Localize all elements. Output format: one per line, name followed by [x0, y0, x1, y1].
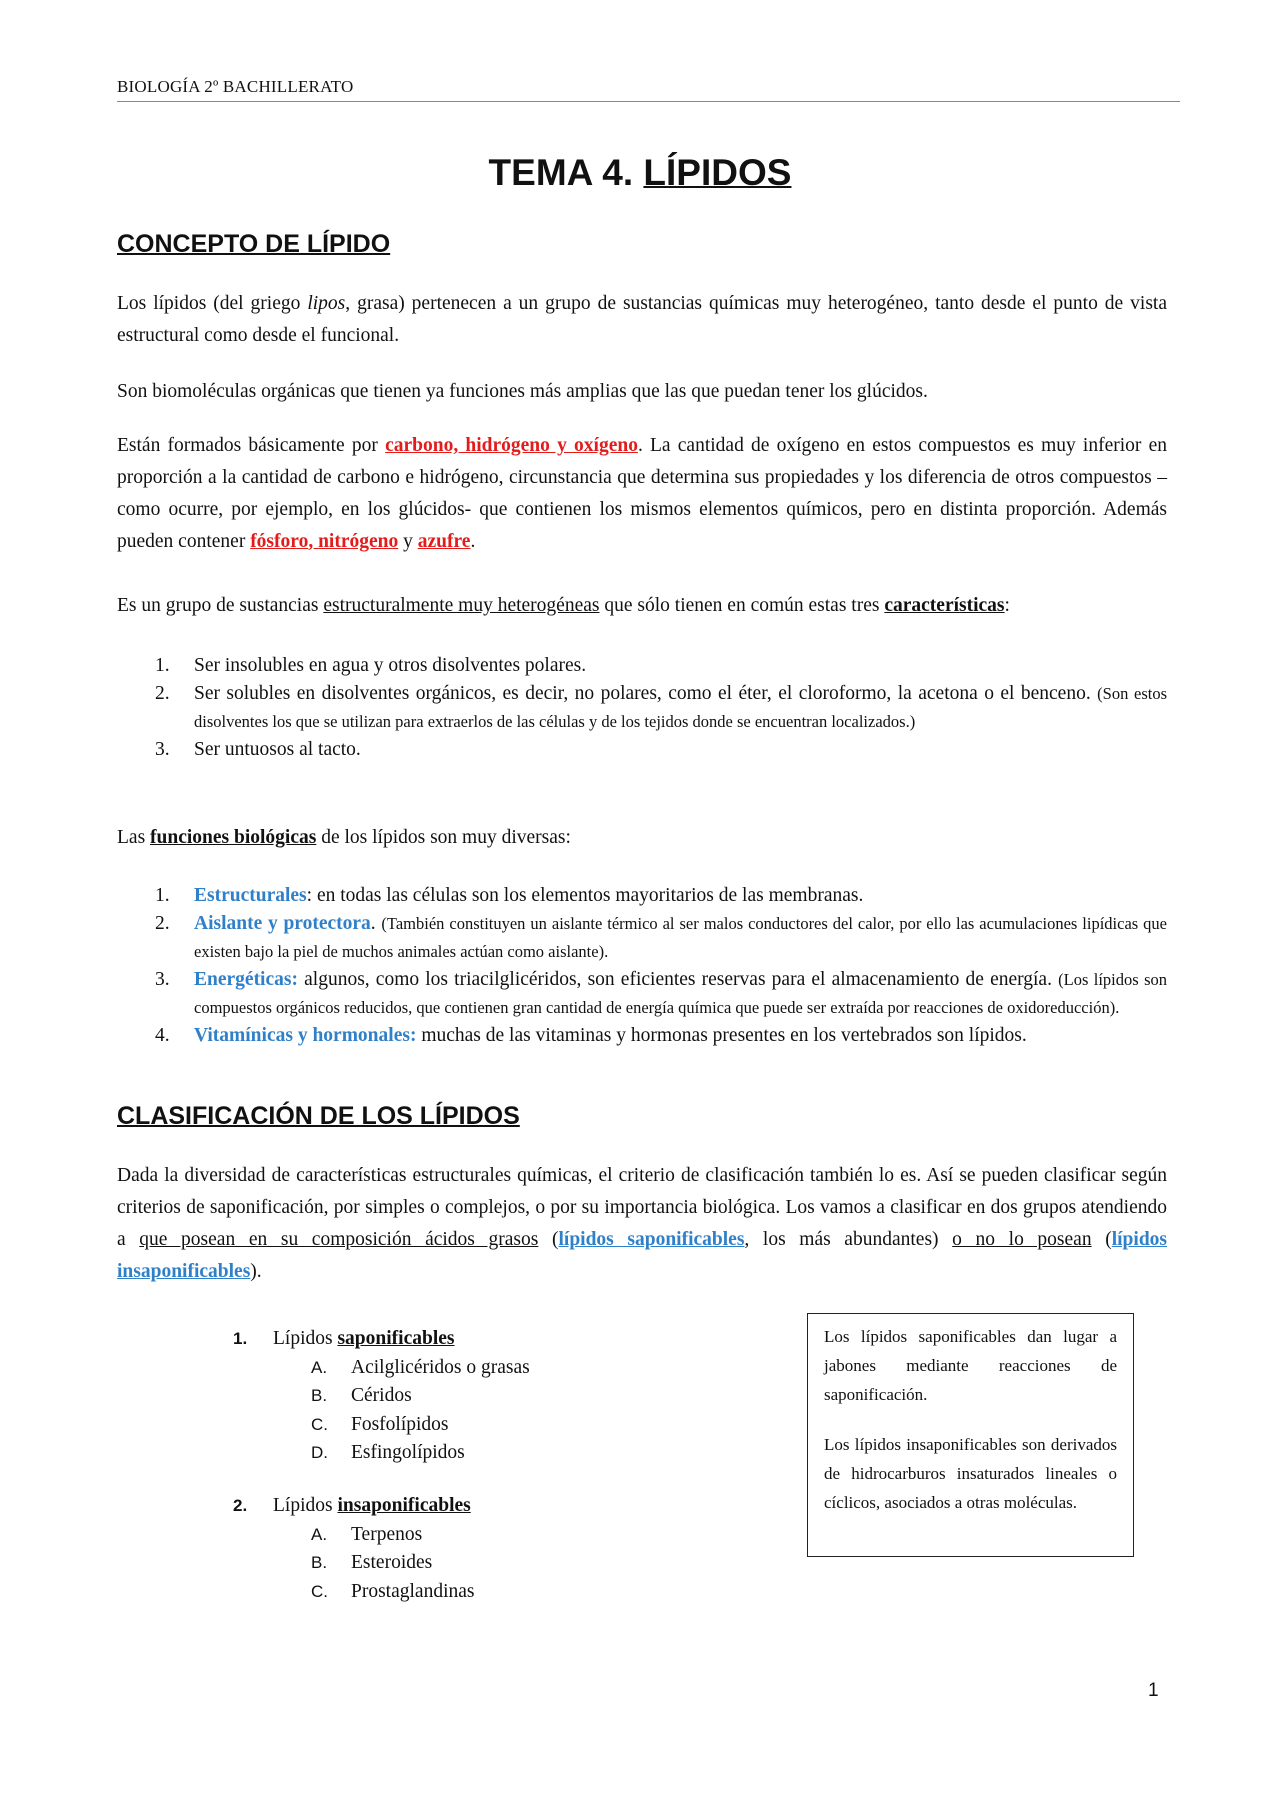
- sub-item: [233, 1439, 733, 1468]
- sub-item-letter: C.: [311, 1414, 328, 1434]
- highlight-saponificables: lípidos saponificables: [558, 1229, 745, 1250]
- text-run: Lípidos: [273, 1495, 338, 1516]
- list-text: Ser insolubles en agua y otros disolventes polares.: [194, 655, 587, 676]
- text-run: . La cantidad de oxígeno en estos compuestos es muy inferior en proporción a la cantidad de carbono e hidrógeno, circunstancia que determina sus propiedades y los diferencia de otros compuestos –como ocurre, por ejemplo, en los glúcidos- que contienen los mismos elementos químicos, pero en distinta proporción. Además pueden contener: [117, 435, 1167, 552]
- sub-item: [233, 1521, 733, 1550]
- text-run: Lípidos: [273, 1328, 338, 1349]
- sub-item-text: Acilglicéridos o grasas: [351, 1356, 530, 1378]
- sub-item: [233, 1411, 733, 1440]
- characteristics-list: [117, 652, 1167, 764]
- group-number: 1.: [233, 1329, 248, 1348]
- sub-item-text: Fosfolípidos: [351, 1413, 449, 1435]
- list-note: (Son estos disolventes los que se utilizan para extraerlos de las células y de los tejidos donde se encuentran localizados.): [194, 684, 1168, 731]
- list-note: (Los lípidos son compuestos orgánicos reducidos, que contienen gran cantidad de energía química que puede ser extraída por reacciones de oxidoreducción).: [194, 970, 1168, 1017]
- text-run-italic: lipos: [307, 293, 346, 314]
- group-label: [273, 1325, 455, 1354]
- paragraph-heterogeneas: [117, 590, 1167, 622]
- sub-item-text: Terpenos: [351, 1523, 423, 1545]
- text-run: , grasa) pertenecen a un grupo de sustancias químicas muy heterogéneo, tanto desde el punto de vista estructural como desde el funcional.: [117, 293, 1167, 346]
- sub-item-letter: A.: [311, 1524, 328, 1544]
- list-item: [117, 652, 1167, 680]
- function-name: Aislante y protectora: [194, 913, 371, 934]
- list-text: : en todas las células son los elementos mayoritarios de las membranas.: [306, 885, 864, 906]
- sub-item-letter: C.: [311, 1581, 328, 1601]
- sub-item-text: Céridos: [351, 1385, 412, 1406]
- list-item: [117, 1022, 1167, 1050]
- paragraph-intro: [117, 288, 1167, 352]
- text-run: Están formados básicamente por: [117, 435, 386, 456]
- sub-item: [233, 1578, 733, 1607]
- classification-group-1: [233, 1325, 733, 1468]
- paragraph-biomoleculas: Son biomoléculas orgánicas que tienen ya funciones más amplias que las que puedan tener los glúcidos.: [117, 381, 928, 402]
- sub-item-letter: D.: [311, 1443, 328, 1462]
- list-number: 2.: [155, 683, 170, 704]
- list-note: (También constituyen un aislante térmico al ser malos conductores del calor, por ello las acumulaciones lipídicas que existen bajo la piel de muchos animales actúan como aislante).: [194, 914, 1168, 961]
- list-number: 3.: [155, 739, 170, 760]
- sub-item-letter: B.: [311, 1386, 328, 1405]
- underlined-text: que posean en su composición ácidos grasos: [139, 1229, 539, 1250]
- text-run: Dada la diversidad de características estructurales químicas, el criterio de clasificación también lo es. Así se pueden clasificar según criterios de saponificación, por simples o complejos, o por su importancia biológica. Los vamos a clasificar en dos grupos atendiendo a: [117, 1165, 1167, 1250]
- text-run: Las: [117, 827, 151, 848]
- highlight-azufre: azufre: [417, 531, 471, 552]
- underlined-text: estructuralmente muy heterogéneas: [323, 595, 600, 616]
- paragraph-clasificacion: [117, 1160, 1167, 1288]
- sub-item-text: Esfingolípidos: [351, 1442, 465, 1463]
- list-item: [117, 680, 1167, 736]
- text-run: , los más abundantes): [744, 1229, 953, 1250]
- list-number: 2.: [155, 913, 170, 934]
- paragraph-composition: [117, 430, 1167, 558]
- page-title: [0, 152, 1280, 194]
- text-run: ).: [250, 1261, 262, 1282]
- group-label: [273, 1492, 471, 1521]
- text-run: que sólo tienen en común estas tres: [599, 595, 885, 616]
- list-item: [117, 966, 1167, 1022]
- text-run: ,: [308, 531, 319, 552]
- highlight-insaponificables: lípidos insaponificables: [117, 1229, 1168, 1282]
- bold-underlined-text: saponificables: [337, 1328, 455, 1349]
- text-run: Es un grupo de sustancias: [117, 595, 324, 616]
- function-name: Vitamínicas y hormonales:: [194, 1025, 417, 1046]
- function-name: Energéticas:: [194, 969, 298, 990]
- list-number: 1.: [155, 655, 170, 676]
- text-run: :: [1004, 595, 1010, 616]
- highlight-nitrogeno: nitrógeno: [318, 531, 399, 552]
- list-number: 4.: [155, 1025, 170, 1046]
- bold-underlined-text: características: [884, 595, 1005, 616]
- sub-item-letter: B.: [311, 1553, 328, 1572]
- info-box-insaponificables: Los lípidos insaponificables son derivados de hidrocarburos insaturados lineales o cíclicos, asociados a otras moléculas.: [824, 1435, 1117, 1512]
- info-box-saponificables: Los lípidos saponificables dan lugar a jabones mediante reacciones de saponificación.: [824, 1327, 1117, 1404]
- list-text: Ser solubles en disolventes orgánicos, es decir, no polares, como el éter, el cloroformo, la acetona o el benceno.: [194, 683, 1098, 704]
- title-main: LÍPIDOS: [643, 152, 792, 193]
- sub-item-letter: A.: [311, 1357, 328, 1377]
- bold-underlined-text: insaponificables: [337, 1495, 471, 1516]
- text-run: y: [398, 531, 418, 552]
- title-prefix: TEMA 4.: [488, 152, 644, 193]
- text-run: .: [470, 531, 476, 552]
- highlight-fosforo: fósforo: [250, 531, 309, 552]
- paragraph-funciones: [117, 822, 1167, 854]
- highlight-elements: carbono, hidrógeno y oxígeno: [385, 435, 638, 456]
- sub-item-text: Prostaglandinas: [351, 1580, 475, 1602]
- info-box: [807, 1313, 1134, 1557]
- section-heading-clasificacion: CLASIFICACIÓN DE LOS LÍPIDOS: [117, 1102, 520, 1130]
- list-text: .: [370, 913, 382, 934]
- classification-group-2: [233, 1492, 733, 1606]
- list-text: algunos, como los triacilglicéridos, son eficientes reservas para el almacenamiento de energía.: [297, 969, 1059, 990]
- function-name: Estructurales: [194, 885, 307, 906]
- functions-list: [117, 882, 1167, 1050]
- text-run: (: [538, 1229, 559, 1250]
- bold-underlined-text: funciones biológicas: [150, 827, 317, 848]
- text-run: Los lípidos (del griego: [117, 293, 308, 314]
- sub-item: [233, 1354, 733, 1383]
- sub-item: [233, 1549, 733, 1578]
- text-run: (: [1091, 1229, 1112, 1250]
- group-title-row: [233, 1492, 733, 1521]
- list-number: 1.: [155, 885, 170, 906]
- sub-item-text: Esteroides: [351, 1552, 433, 1573]
- page-header: BIOLOGÍA 2º BACHILLERATO: [117, 77, 1180, 102]
- sub-item: [233, 1382, 733, 1411]
- group-title-row: [233, 1325, 733, 1354]
- list-text: Ser untuosos al tacto.: [194, 739, 361, 760]
- list-item: [117, 736, 1167, 764]
- list-item: [117, 882, 1167, 910]
- page-number: 1: [1148, 1680, 1159, 1701]
- text-run: de los lípidos son muy diversas:: [316, 827, 571, 848]
- section-heading-concepto: CONCEPTO DE LÍPIDO: [117, 230, 391, 258]
- group-number: 2.: [233, 1496, 248, 1515]
- underlined-text: o no lo posean: [952, 1229, 1092, 1250]
- list-number: 3.: [155, 969, 170, 990]
- list-item: [117, 910, 1167, 966]
- list-text: muchas de las vitaminas y hormonas presentes en los vertebrados son lípidos.: [416, 1025, 1027, 1046]
